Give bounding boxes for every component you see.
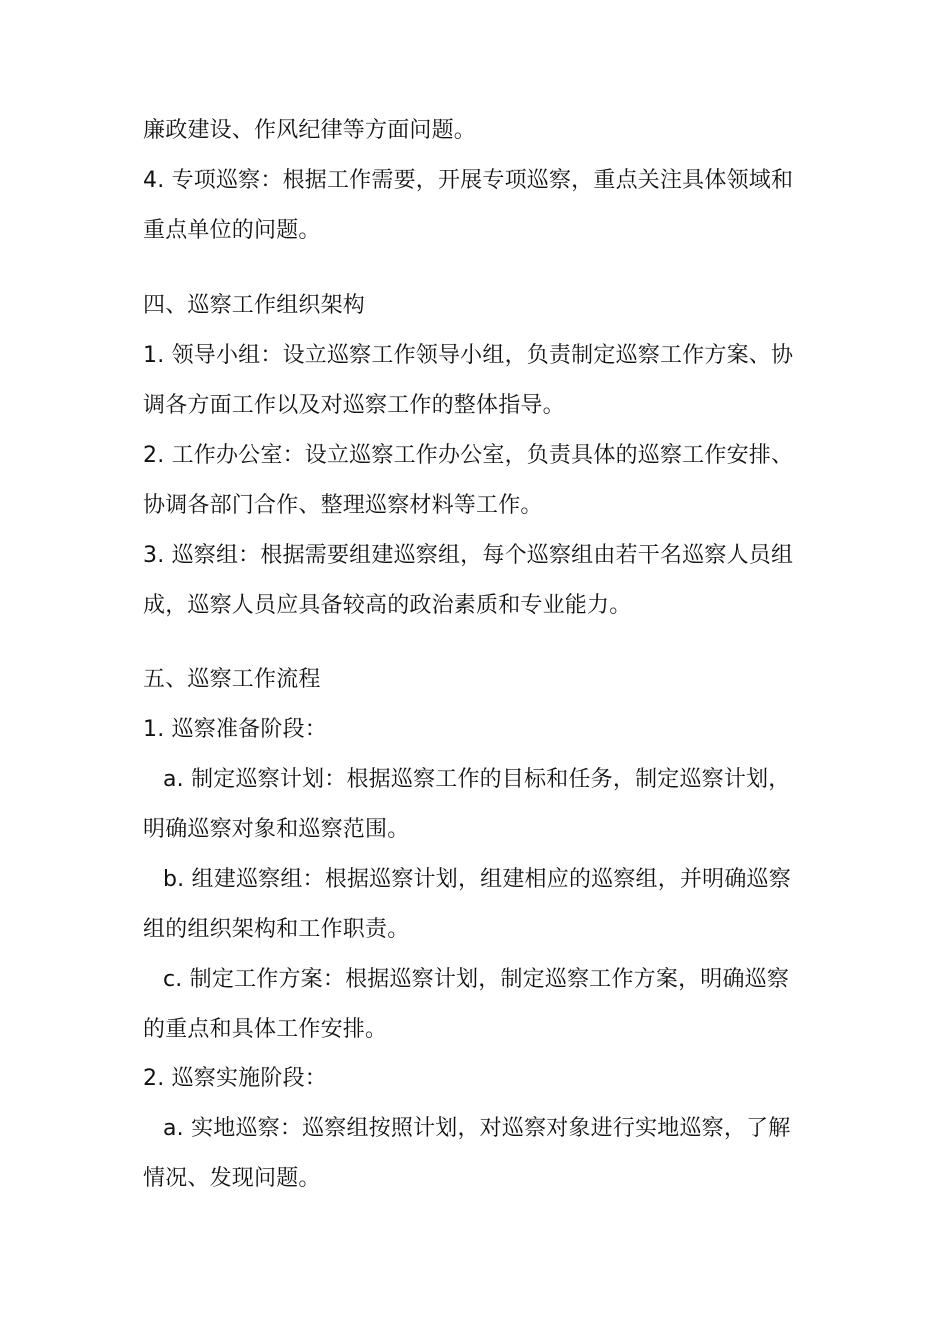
text-line: b. 组建巡察组：根据巡察计划，组建相应的巡察组，并明确巡察 — [163, 867, 791, 892]
text-line: 协调各部门合作、整理巡察材料等工作。 — [143, 493, 543, 518]
text-line: 调各方面工作以及对巡察工作的整体指导。 — [143, 393, 565, 418]
text-line: 2. 巡察实施阶段： — [143, 1066, 327, 1091]
text-line: 1. 领导小组：设立巡察工作领导小组，负责制定巡察工作方案、协 — [143, 343, 794, 368]
text-line: c. 制定工作方案：根据巡察计划，制定巡察工作方案，明确巡察 — [163, 967, 790, 992]
text-line: 成，巡察人员应具备较高的政治素质和专业能力。 — [143, 593, 632, 618]
text-line: 的重点和具体工作安排。 — [143, 1017, 388, 1042]
text-line: 明确巡察对象和巡察范围。 — [143, 817, 410, 842]
text-line: 1. 巡察准备阶段： — [143, 717, 327, 742]
text-line: 重点单位的问题。 — [143, 218, 321, 243]
text-line: 3. 巡察组：根据需要组建巡察组，每个巡察组由若干名巡察人员组 — [143, 543, 794, 568]
text-line: 2. 工作办公室：设立巡察工作办公室，负责具体的巡察工作安排、 — [143, 443, 794, 468]
text-line: a. 制定巡察计划：根据巡察工作的目标和任务，制定巡察计划， — [163, 767, 791, 792]
text-line: 组的组织架构和工作职责。 — [143, 917, 410, 942]
text-line: 情况、发现问题。 — [143, 1166, 321, 1191]
section-heading: 五、巡察工作流程 — [143, 667, 321, 692]
text-line: 廉政建设、作风纪律等方面问题。 — [143, 118, 477, 143]
text-line: a. 实地巡察：巡察组按照计划，对巡察对象进行实地巡察，了解 — [163, 1116, 791, 1141]
section-heading: 四、巡察工作组织架构 — [143, 293, 366, 318]
text-line: 4. 专项巡察：根据工作需要，开展专项巡察，重点关注具体领域和 — [143, 168, 794, 193]
